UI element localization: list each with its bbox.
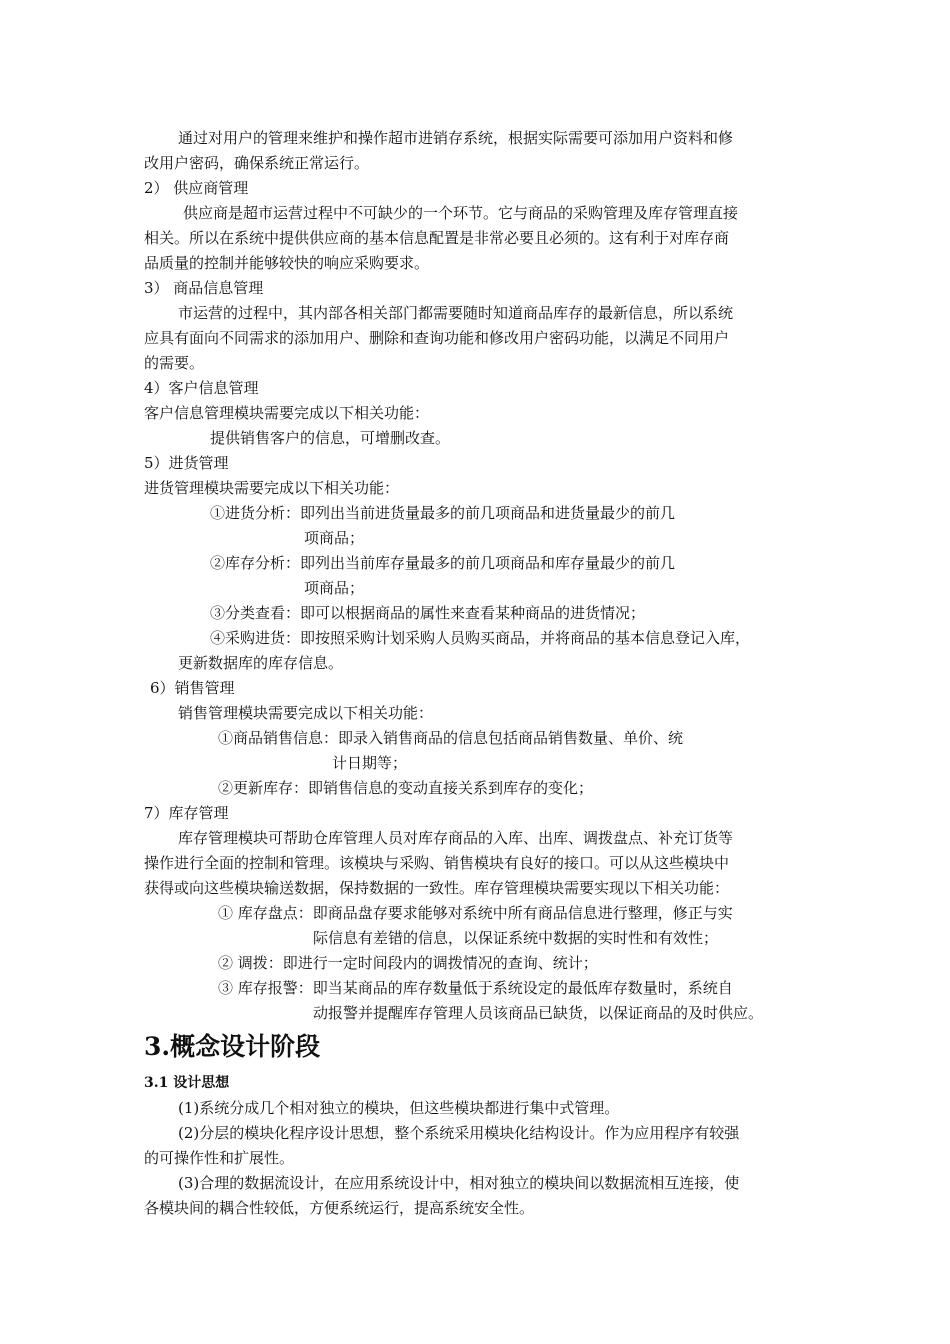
paragraph-line: 品质量的控制并能够较快的响应采购要求。 — [144, 254, 430, 272]
paragraph-line: 市运营的过程中，其内部各相关部门都需要随时知道商品库存的最新信息，所以系统 — [178, 304, 734, 322]
paragraph-line: 提供销售客户的信息，可增删改查。 — [210, 429, 451, 447]
paragraph-line: 客户信息管理模块需要完成以下相关功能： — [144, 404, 430, 422]
list-item: ②更新库存：即销售信息的变动直接关系到库存的变化； — [218, 779, 594, 797]
section-title: 3.概念设计阶段 — [144, 1032, 321, 1061]
subsection-title: 3.1 设计思想 — [144, 1075, 230, 1091]
list-item: ①商品销售信息：即录入销售商品的信息包括商品销售数量、单价、统 — [218, 729, 684, 747]
paragraph-line: 的可操作性和扩展性。 — [144, 1149, 295, 1167]
paragraph-line: 通过对用户的管理来维护和操作超市进销存系统，根据实际需要可添加用户资料和修 — [178, 129, 734, 147]
list-item-continuation: 际信息有差错的信息，以保证系统中数据的实时性和有效性； — [313, 929, 719, 947]
list-item: ③ 库存报警：即当某商品的库存数量低于系统设定的最低库存数量时，系统自 — [218, 979, 733, 997]
list-item: ② 调拨：即进行一定时间段内的调拨情况的查询、统计； — [218, 954, 598, 972]
list-item-continuation: 动报警并提醒库存管理人员该商品已缺货，以保证商品的及时供应。 — [313, 1004, 764, 1022]
paragraph-line: 各模块间的耦合性较低，方便系统运行，提高系统安全性。 — [144, 1199, 535, 1217]
paragraph-line: 的需要。 — [144, 354, 205, 372]
list-item: ④采购进货：即按照采购计划采购人员购买商品，并将商品的基本信息登记入库， — [210, 629, 751, 647]
list-item: ① 库存盘点：即商品盘存要求能够对系统中所有商品信息进行整理，修正与实 — [218, 904, 733, 922]
paragraph-line: (2)分层的模块化程序设计思想，整个系统采用模块化结构设计。作为应用程序有较强 — [178, 1124, 740, 1142]
paragraph-line: 操作进行全面的控制和管理。该模块与采购、销售模块有良好的接口。可以从这些模块中 — [144, 854, 730, 872]
paragraph-line: 相关。所以在系统中提供供应商的基本信息配置是非常必要且必须的。这有利于对库存商 — [144, 229, 730, 247]
paragraph-line: 供应商是超市运营过程中不可缺少的一个环节。它与商品的采购管理及库存管理直接 — [183, 204, 739, 222]
list-heading: 4）客户信息管理 — [144, 379, 259, 397]
list-item: ②库存分析：即列出当前库存量最多的前几项商品和库存量最少的前几 — [210, 554, 676, 572]
paragraph-line: 库存管理模块可帮助仓库管理人员对库存商品的入库、出库、调拨盘点、补充订货等 — [178, 829, 734, 847]
paragraph-line: 获得或向这些模块输送数据，保持数据的一致性。库存管理模块需要实现以下相关功能： — [144, 879, 730, 897]
list-item-continuation: 项商品； — [304, 529, 365, 547]
list-heading: 6）销售管理 — [150, 679, 235, 697]
paragraph-line: 进货管理模块需要完成以下相关功能： — [144, 479, 400, 497]
paragraph-line: 改用户密码，确保系统正常运行。 — [144, 154, 370, 172]
paragraph-line: 销售管理模块需要完成以下相关功能： — [178, 704, 434, 722]
list-heading: 5）进货管理 — [144, 454, 229, 472]
list-heading: 3） 商品信息管理 — [144, 279, 264, 297]
list-heading: 2） 供应商管理 — [144, 179, 249, 197]
paragraph-line: (1)系统分成几个相对独立的模块，但这些模块都进行集中式管理。 — [178, 1099, 620, 1117]
paragraph-line: 应具有面向不同需求的添加用户、删除和查询功能和修改用户密码功能，以满足不同用户 — [144, 329, 730, 347]
paragraph-line: (3)合理的数据流设计，在应用系统设计中，相对独立的模块间以数据流相互连接，使 — [178, 1174, 740, 1192]
list-item-continuation: 计日期等； — [332, 754, 408, 772]
list-item-continuation: 更新数据库的库存信息。 — [178, 654, 344, 672]
list-item: ③分类查看：即可以根据商品的属性来查看某种商品的进货情况； — [210, 604, 646, 622]
list-item-continuation: 项商品； — [304, 579, 365, 597]
list-item: ①进货分析：即列出当前进货量最多的前几项商品和进货量最少的前几 — [210, 504, 676, 522]
list-heading: 7）库存管理 — [144, 804, 229, 822]
